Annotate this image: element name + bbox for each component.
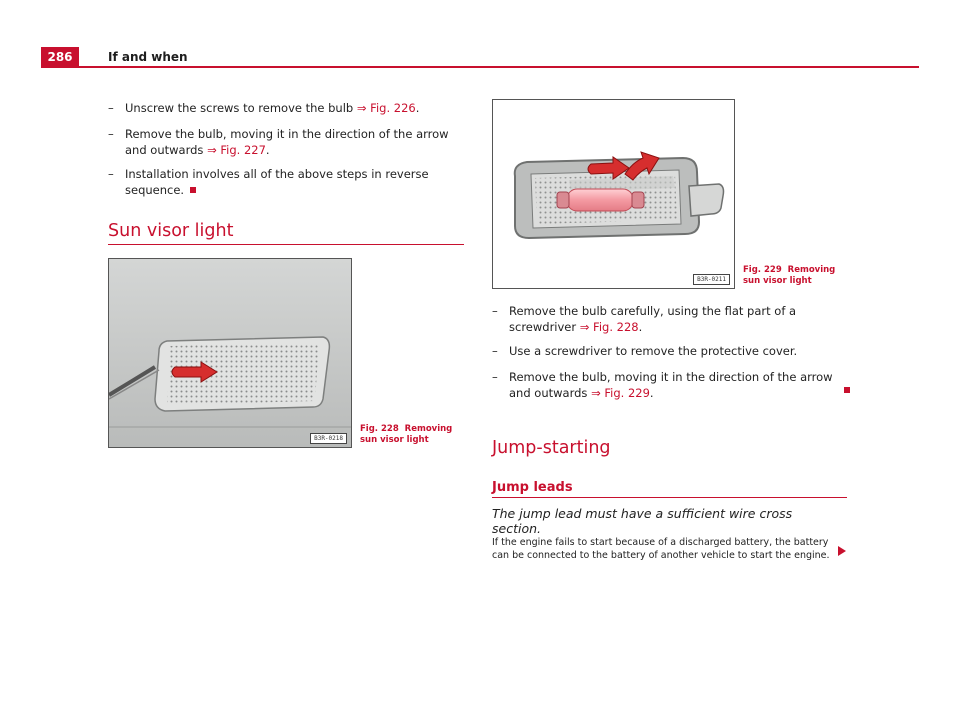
- figure-reference-link[interactable]: ⇒ Fig. 228: [579, 320, 639, 334]
- step-text: Remove the bulb, moving it in the direction of the arrow and outwards: [125, 127, 449, 157]
- step-tail: .: [265, 143, 270, 157]
- jump-leads-subheading: Jump leads: [492, 480, 573, 495]
- step-text: Unscrew the screws to remove the bulb: [125, 101, 357, 115]
- step-tail: .: [649, 386, 654, 400]
- step-dash: –: [108, 101, 114, 115]
- step-dash: –: [108, 167, 114, 181]
- figure-229-image: [492, 99, 735, 289]
- sun-visor-illustration: [109, 259, 351, 447]
- sun-visor-heading-rule: [108, 244, 464, 245]
- step-installation: [108, 166, 478, 198]
- step-dash: –: [108, 127, 114, 141]
- jump-starting-heading: Jump-starting: [492, 438, 611, 458]
- step-remove-cover: [492, 343, 842, 359]
- step-text: Remove the bulb carefully, using the flat part of a screwdriver: [509, 304, 797, 334]
- bulb-housing-illustration: [493, 100, 734, 288]
- figure-228-code: B3R-0218: [310, 433, 347, 444]
- figure-228-caption-text: Removing sun visor light: [360, 424, 453, 445]
- figure-229-caption-number: Fig. 229: [743, 265, 782, 275]
- figure-reference-link[interactable]: ⇒ Fig. 229: [591, 386, 650, 400]
- figure-reference-link[interactable]: ⇒ Fig. 227: [207, 143, 266, 157]
- jump-leads-rule: [492, 497, 847, 498]
- figure-228-image: [108, 258, 352, 448]
- section-end-marker: [844, 387, 850, 393]
- step-dash: –: [492, 344, 498, 358]
- figure-228-caption: [360, 424, 470, 446]
- step-dash: –: [492, 370, 498, 384]
- step-remove-carefully: [492, 303, 842, 335]
- section-end-marker: [190, 187, 196, 193]
- figure-229-caption: [743, 265, 853, 287]
- step-text: Remove the bulb, moving it in the direction of the arrow and outwards: [509, 370, 833, 400]
- step-tail: .: [638, 320, 643, 334]
- step-remove-bulb: [108, 126, 468, 158]
- step-text: Installation involves all of the above steps in reverse sequence.: [125, 167, 429, 197]
- figure-229-code: B3R-0211: [693, 274, 730, 285]
- step-move-bulb: [492, 369, 842, 401]
- step-tail: .: [415, 101, 420, 115]
- sun-visor-heading: Sun visor light: [108, 221, 234, 241]
- continue-arrow-icon: [838, 546, 846, 556]
- step-unscrew: [108, 100, 468, 116]
- step-dash: –: [492, 304, 498, 318]
- step-text: Use a screwdriver to remove the protective cover.: [509, 344, 798, 358]
- jump-leads-body: If the engine fails to start because of a discharged battery, the battery can be connected to the battery of another vehicle to start the engine.: [492, 537, 830, 561]
- jump-leads-intro: The jump lead must have a sufficient wire cross section.: [492, 506, 793, 536]
- page-number: 286: [41, 47, 79, 67]
- figure-228-caption-number: Fig. 228: [360, 424, 399, 434]
- section-title: If and when: [108, 50, 188, 64]
- header-divider: [41, 66, 919, 68]
- figure-reference-link[interactable]: ⇒ Fig. 226: [356, 101, 416, 115]
- figure-229-caption-text: Removing sun visor light: [743, 265, 836, 286]
